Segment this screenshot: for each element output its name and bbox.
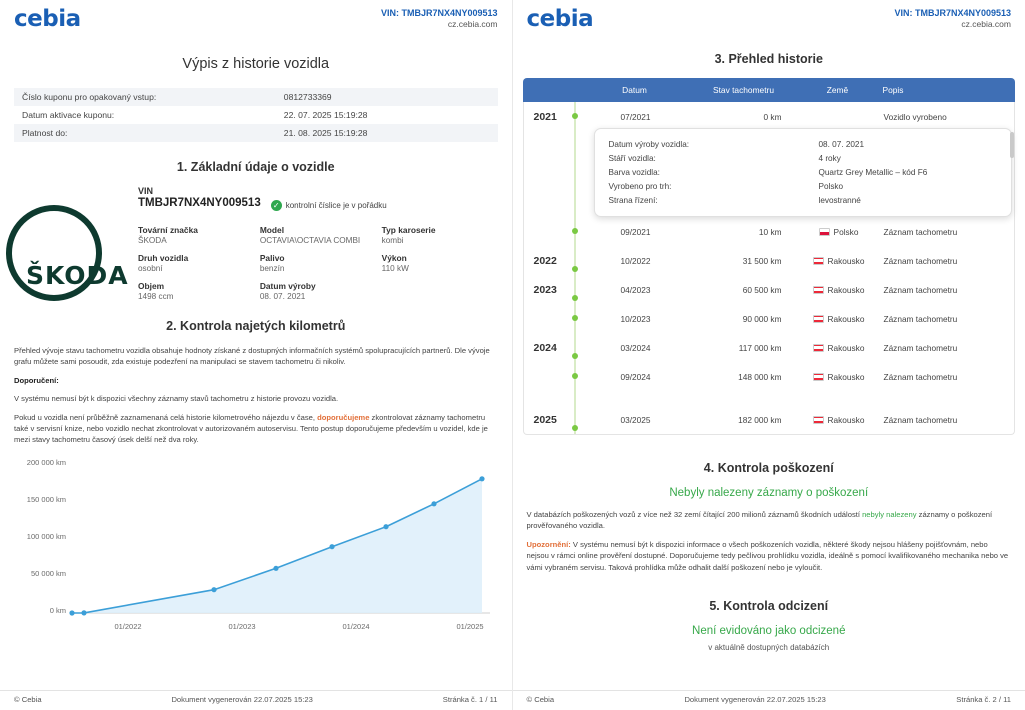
header-vin-label: VIN: xyxy=(380,8,399,18)
odometer-intro-text: Přehled vývoje stavu tachometru vozidla obsahuje hodnoty získané z dostupných informačních systémů spolupracujících partnerů. Dle vývoje grafu můžete sami posoudit, zda existuje podezření na manipulaci se stavem tachometru či nikoliv. xyxy=(14,346,490,367)
vin-value: TMBJR7NX4NY009513 xyxy=(138,197,261,209)
coupon-value: 21. 08. 2025 15:19:28 xyxy=(283,128,368,138)
footer-copyright: © Cebia xyxy=(14,695,42,704)
flag-austria-icon xyxy=(813,257,824,265)
row-description: Záznam tachometru xyxy=(883,414,958,425)
spec-value: kombi xyxy=(381,236,404,245)
damage-headline: Nebyly nalezeny záznamy o poškození xyxy=(669,487,869,499)
cebia-logo: cebia xyxy=(14,6,81,32)
page-2 xyxy=(513,0,1025,710)
page-header-left xyxy=(0,0,512,34)
row-year: 2021 xyxy=(533,110,557,123)
header-vin-block xyxy=(894,8,1011,30)
detail-key: Strana řízení: xyxy=(608,195,658,205)
col-odometer: Stav tachometru xyxy=(713,85,774,95)
chart-point xyxy=(383,524,388,529)
table-row xyxy=(524,217,1015,246)
spec-value: OCTAVIA\OCTAVIA COMBI xyxy=(259,236,361,245)
spec-item xyxy=(260,281,376,301)
row-date: 09/2021 xyxy=(620,226,651,237)
flag-austria-icon xyxy=(813,286,824,294)
row-description: Záznam tachometru xyxy=(883,313,958,324)
row-description: Záznam tachometru xyxy=(883,342,958,353)
table-row xyxy=(524,102,1015,131)
scrollbar-thumb[interactable] xyxy=(1010,132,1014,158)
x-tick-1: 01/2023 xyxy=(228,621,256,631)
check-icon: ✓ xyxy=(271,200,282,211)
recommendation-label xyxy=(0,375,512,386)
flag-poland-icon xyxy=(819,228,830,236)
y-tick-100000: 100 000 km xyxy=(26,531,66,541)
row-year: 2025 xyxy=(533,413,557,426)
spec-label: Druh vozidla xyxy=(138,253,189,263)
row-country-label: Rakousko xyxy=(827,313,865,324)
vehicle-basic-info xyxy=(0,186,512,301)
header-url: cz.cebia.com xyxy=(961,19,1011,30)
col-description: Popis xyxy=(882,85,904,95)
vin-row xyxy=(138,186,498,211)
row-date: 03/2024 xyxy=(620,342,651,353)
y-tick-50000: 50 000 km xyxy=(30,568,66,578)
timeline-dot-icon xyxy=(572,353,578,359)
page-footer-right xyxy=(513,690,1025,704)
brand-logo xyxy=(14,186,134,301)
row-country-label: Rakousko xyxy=(827,255,865,266)
spec-item xyxy=(138,253,254,273)
spec-value: benzín xyxy=(259,264,285,273)
coupon-value: 0812733369 xyxy=(283,92,332,102)
row-country xyxy=(800,415,878,425)
row-country-label: Rakousko xyxy=(827,371,865,382)
theft-subtext: v aktuálně dostupných databázích xyxy=(708,642,830,652)
vin-check-status xyxy=(271,200,387,211)
damage-text-1 xyxy=(513,509,1025,532)
row-odometer: 148 000 km xyxy=(738,371,782,382)
row-country-label: Polsko xyxy=(833,226,859,237)
row-odometer: 60 500 km xyxy=(742,284,782,295)
spec-value: osobní xyxy=(138,264,163,273)
theft-headline: Není evidováno jako odcizené xyxy=(692,624,846,637)
chart-point xyxy=(81,610,86,615)
y-tick-200000: 200 000 km xyxy=(26,457,66,467)
coupon-table xyxy=(0,88,512,142)
rec2-part-a: Pokud u vozidla není průběžně zaznamenaná celá historie kilometrového nájezdu v čase, xyxy=(14,412,318,422)
footer-generated: Dokument vygenerován 22.07.2025 15:23 xyxy=(684,695,826,704)
spec-value: 1498 ccm xyxy=(138,292,174,301)
header-vin xyxy=(894,8,1011,19)
row-year: 2023 xyxy=(533,283,557,296)
production-detail-card xyxy=(594,128,1012,217)
coupon-key: Datum aktivace kuponu: xyxy=(22,110,115,120)
x-tick-2: 01/2024 xyxy=(342,621,370,631)
detail-key: Datum výroby vozidla: xyxy=(608,139,690,149)
spec-label: Datum výroby xyxy=(259,281,316,291)
row-date: 10/2022 xyxy=(620,255,651,266)
table-row xyxy=(524,333,1015,362)
footer-page-number: Stránka č. 2 / 11 xyxy=(956,695,1011,704)
table-row xyxy=(524,246,1015,275)
vehicle-details xyxy=(134,186,498,301)
damage-part-a: V databázích poškozených vozů z více než 32 zemí čítající 200 milionů záznamů škodních událostí xyxy=(526,510,863,519)
header-vin xyxy=(381,8,498,19)
row-date: 10/2023 xyxy=(620,313,651,324)
row-year: 2022 xyxy=(533,254,557,267)
table-row xyxy=(14,106,498,124)
table-row xyxy=(524,405,1015,434)
x-tick-0: 01/2022 xyxy=(114,621,142,631)
vin-check-label: kontrolní číslice je v pořádku xyxy=(285,201,387,210)
row-odometer: 117 000 km xyxy=(738,342,782,353)
chart-point xyxy=(211,587,216,592)
timeline-dot-icon xyxy=(572,295,578,301)
header-vin-block xyxy=(381,8,498,30)
timeline-dot-icon xyxy=(572,373,578,379)
page-title: Výpis z historie vozidla xyxy=(182,56,330,72)
recommendation-text-2 xyxy=(0,412,512,446)
spec-label: Objem xyxy=(138,281,165,291)
spec-value: ŠKODA xyxy=(138,236,167,245)
skoda-wordmark: ŠKODA xyxy=(26,260,129,290)
footer-copyright: © Cebia xyxy=(526,695,555,704)
coupon-key: Platnost do: xyxy=(22,128,68,138)
col-year xyxy=(523,85,581,95)
vin-label: VIN xyxy=(138,186,154,196)
chart-point xyxy=(273,565,278,570)
row-country-label: Rakousko xyxy=(827,342,865,353)
row-odometer: 182 000 km xyxy=(738,414,782,425)
section-3-title: 3. Přehled historie xyxy=(714,52,823,66)
rec2-part-b: zkontrolovat záznamy tachometru také v servisní knize, nebo vozidlo nechat zkontrolovat v autorizovaném autoservisu. Tento postup doporučujeme především u vozidel, kde je mezi stavy tachometru časový úsek delší než dva roky. xyxy=(14,412,488,445)
detail-value: Polsko xyxy=(818,181,844,191)
spec-label: Model xyxy=(259,225,285,235)
section-4-title: 4. Kontrola poškození xyxy=(703,461,834,475)
row-country xyxy=(800,343,878,353)
spec-label: Výkon xyxy=(381,253,407,263)
table-row xyxy=(524,275,1015,304)
damage-warning-label: Upozornění: xyxy=(526,539,571,549)
detail-key: Barva vozidla: xyxy=(608,167,660,177)
section-2-title: 2. Kontrola najetých kilometrů xyxy=(166,319,346,333)
spec-item xyxy=(138,225,254,245)
spec-label: Typ karoserie xyxy=(381,225,436,235)
header-url: cz.cebia.com xyxy=(447,19,498,30)
recommendation-heading: Doporučení: xyxy=(14,375,59,385)
x-tick-3: 01/2025 xyxy=(456,621,484,631)
cebia-logo: cebia xyxy=(526,6,594,32)
chart-point xyxy=(69,610,74,615)
row-odometer: 31 500 km xyxy=(742,255,782,266)
header-vin-value: TMBJR7NX4NY009513 xyxy=(401,8,498,18)
row-country xyxy=(800,372,878,382)
spec-item xyxy=(260,225,376,245)
spec-item xyxy=(260,253,376,273)
detail-key: Stáří vozidla: xyxy=(608,153,656,163)
detail-value: Quartz Grey Metallic – kód F6 xyxy=(818,167,928,177)
detail-row xyxy=(609,179,997,193)
detail-value: levostranné xyxy=(818,195,861,205)
damage-warning-body: V systému nemusí být k dispozici informace o všech poškozeních vozidla, některé škody nejsou hlášeny pojišťovnám, nebo nejsou v rámci online prověření dostupné. Doporučujeme tedy pečlivou prohlídku vozidla, ideálně s pomocí kvalifikovaného mechanika nebo ve vámi vybraném servisu. Taková prohlídka může odhalit další poškození nebo je vyloučit. xyxy=(526,539,1009,572)
row-odometer: 90 000 km xyxy=(742,313,782,324)
spec-value: 110 kW xyxy=(381,264,409,273)
detail-row xyxy=(609,165,997,179)
timeline-dot-icon xyxy=(572,266,578,272)
chart-point xyxy=(431,501,436,506)
table-row xyxy=(14,124,498,142)
footer-generated: Dokument vygenerován 22.07.2025 15:23 xyxy=(171,695,313,704)
flag-austria-icon xyxy=(813,373,824,381)
table-row xyxy=(524,304,1015,333)
detail-value: 08. 07. 2021 xyxy=(818,139,865,149)
coupon-key: Číslo kuponu pro opakovaný vstup: xyxy=(22,92,157,102)
damage-emphasis: nebyly nalezeny xyxy=(862,510,917,519)
section-1-title: 1. Základní údaje o vozidle xyxy=(176,160,335,174)
timeline-dot-icon xyxy=(572,315,578,321)
spec-value: 08. 07. 2021 xyxy=(259,292,306,301)
history-table-header xyxy=(523,78,1016,102)
detail-row xyxy=(609,137,997,151)
row-country-label: Rakousko xyxy=(827,414,865,425)
spec-item xyxy=(382,225,498,245)
row-description: Záznam tachometru xyxy=(883,371,958,382)
row-date: 03/2025 xyxy=(620,414,651,425)
flag-austria-icon xyxy=(813,315,824,323)
row-date: 09/2024 xyxy=(620,371,651,382)
row-country xyxy=(800,256,878,266)
damage-warning-text xyxy=(513,539,1025,573)
odometer-line-chart xyxy=(14,453,498,653)
timeline-dot-icon xyxy=(572,113,578,119)
table-row xyxy=(14,88,498,106)
recommendation-text-1: V systému nemusí být k dispozici všechny záznamy stavů tachometru z historie provozu vozidla. xyxy=(14,394,339,404)
row-country xyxy=(800,227,878,237)
odometer-chart xyxy=(14,453,498,653)
row-country xyxy=(800,285,878,295)
rec2-emphasis: doporučujeme xyxy=(317,412,370,422)
flag-austria-icon xyxy=(813,344,824,352)
chart-point xyxy=(479,476,484,481)
footer-page-number: Stránka č. 1 / 11 xyxy=(442,695,498,704)
coupon-value: 22. 07. 2025 15:19:28 xyxy=(283,110,368,120)
detail-key: Vyrobeno pro trh: xyxy=(608,181,672,191)
row-country xyxy=(800,314,878,324)
detail-row xyxy=(609,151,997,165)
detail-row xyxy=(609,193,997,207)
history-table-body xyxy=(523,102,1016,435)
row-description: Záznam tachometru xyxy=(883,255,958,266)
spec-item xyxy=(382,253,498,273)
page-header-right xyxy=(513,0,1025,34)
page-footer-left xyxy=(0,690,512,704)
chart-point xyxy=(329,544,334,549)
damage-part-b: záznamy o poškození prověřovaného vozidla. xyxy=(526,510,993,531)
timeline-dot-icon xyxy=(572,228,578,234)
spec-item xyxy=(138,281,254,301)
chart-area-fill xyxy=(72,479,482,613)
y-tick-150000: 150 000 km xyxy=(26,494,66,504)
table-row xyxy=(524,362,1015,391)
header-vin-value: TMBJR7NX4NY009513 xyxy=(914,8,1011,18)
spec-grid xyxy=(138,225,498,301)
skoda-emblem-icon xyxy=(26,205,129,301)
section-5-title: 5. Kontrola odcizení xyxy=(709,598,829,613)
detail-value: 4 roky xyxy=(818,153,841,163)
header-vin-label: VIN: xyxy=(894,8,913,18)
flag-austria-icon xyxy=(813,416,824,424)
row-odometer: 0 km xyxy=(763,111,782,122)
row-description: Záznam tachometru xyxy=(883,284,958,295)
row-country-label: Rakousko xyxy=(827,284,865,295)
row-odometer: 10 km xyxy=(758,226,782,237)
row-description: Záznam tachometru xyxy=(883,226,958,237)
spec-label: Tovární značka xyxy=(138,225,198,235)
col-country: Země xyxy=(826,85,849,95)
timeline-dot-icon xyxy=(572,425,578,431)
spec-label: Palivo xyxy=(259,253,285,263)
row-description: Vozidlo vyrobeno xyxy=(883,111,947,122)
row-date: 04/2023 xyxy=(620,284,651,295)
y-tick-0: 0 km xyxy=(49,605,66,615)
row-date: 07/2021 xyxy=(620,111,651,122)
col-date: Datum xyxy=(622,85,647,95)
row-year: 2024 xyxy=(533,341,557,354)
